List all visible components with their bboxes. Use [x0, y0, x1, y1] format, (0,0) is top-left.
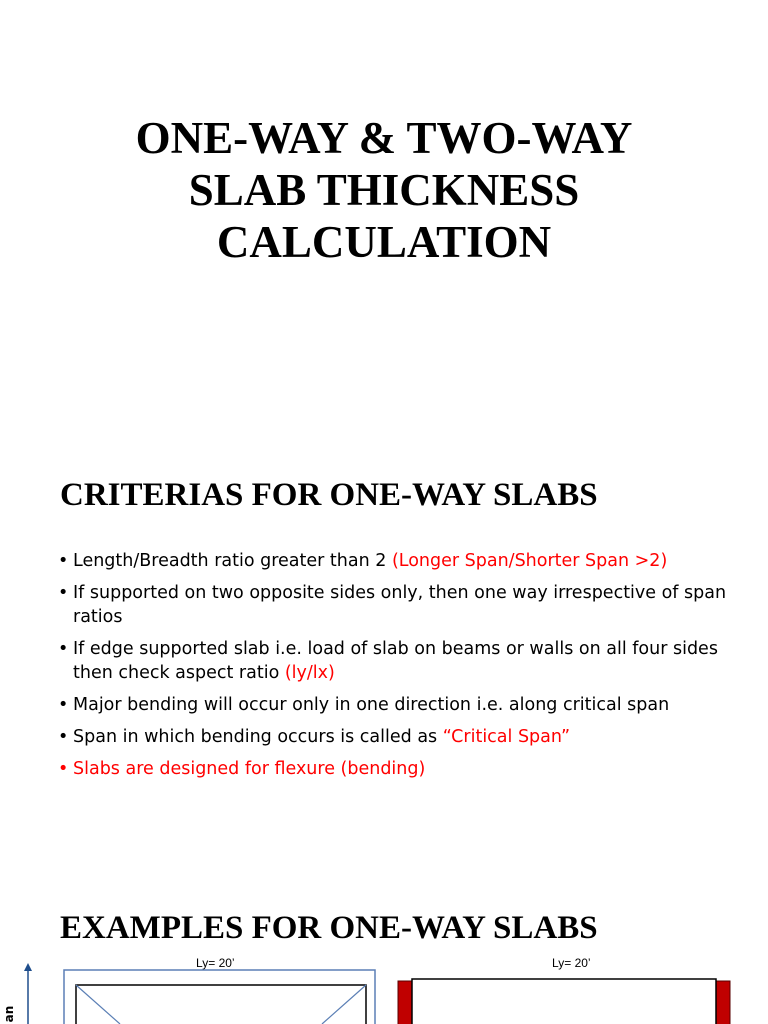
criteria-heading: CRITERIAS FOR ONE-WAY SLABS	[60, 477, 598, 513]
slab2-panel	[412, 979, 716, 1024]
criteria-bullet-3-highlight: (ly/lx)	[284, 663, 335, 683]
criteria-bullet-6: • Slabs are designed for flexure (bending)	[58, 757, 738, 781]
criteria-bullet-2: • If supported on two opposite sides only, then one way irrespective of span ratios	[58, 581, 738, 629]
side-span-label: an	[2, 1005, 16, 1023]
criteria-bullet-5: • Span in which bending occurs is called as “Critical Span”	[58, 725, 738, 749]
slab1-yield-line-right	[322, 985, 366, 1024]
criteria-bullet-1-highlight: (Longer Span/Shorter Span >2)	[391, 551, 668, 571]
criteria-bullet-1: • Length/Breadth ratio greater than 2 (Longer Span/Shorter Span >2)	[58, 549, 738, 573]
slab2-right-support	[716, 981, 730, 1024]
examples-heading: EXAMPLES FOR ONE-WAY SLABS	[60, 910, 598, 946]
slab1-yield-line-left	[76, 985, 120, 1024]
arrow-up-icon	[24, 963, 32, 971]
criteria-bullet-3: • If edge supported slab i.e. load of slab on beams or walls on all four sides then check aspect ratio (ly/lx)	[58, 637, 738, 685]
examples-diagrams	[0, 955, 768, 1024]
slab2-left-support	[398, 981, 412, 1024]
criteria-bullet-5-highlight: “Critical Span”	[442, 727, 571, 747]
title-line-2: SLAB THICKNESS	[188, 165, 580, 215]
title-line-1: ONE-WAY & TWO-WAY	[135, 113, 633, 163]
criteria-list	[58, 549, 738, 789]
slab1-inner-panel	[76, 985, 366, 1024]
criteria-bullet-4: • Major bending will occur only in one direction i.e. along critical span	[58, 693, 738, 717]
slide-title	[0, 112, 768, 268]
diagram2-dimension-label: Ly= 20’	[552, 956, 591, 970]
diagram1-dimension-label: Ly= 20’	[196, 956, 235, 970]
title-line-3: CALCULATION	[216, 217, 552, 267]
